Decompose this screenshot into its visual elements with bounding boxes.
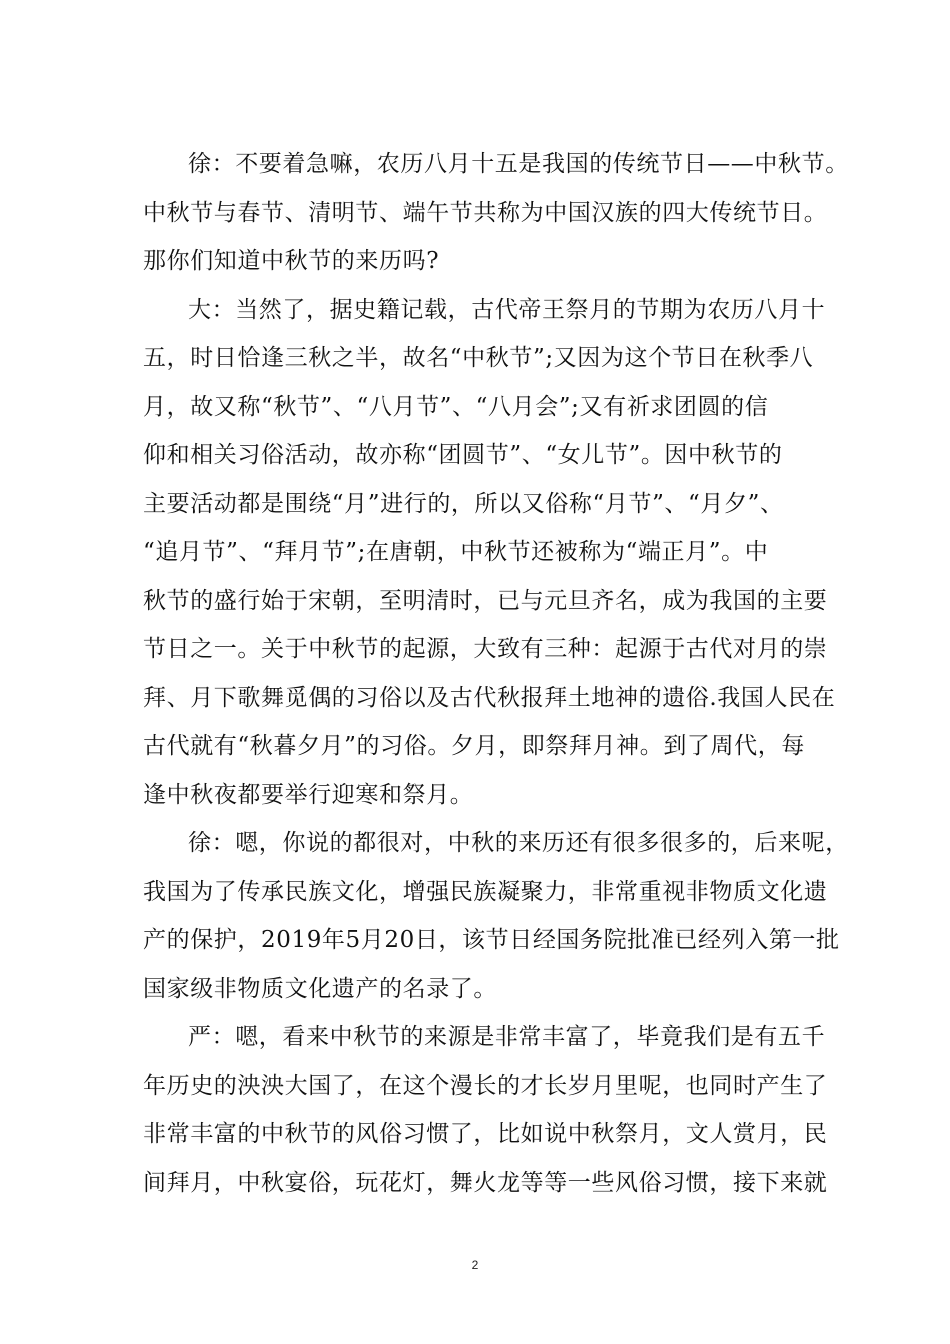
paragraph-line: 非常丰富的中秋节的风俗习惯了，比如说中秋祭月，文人赏月，民 xyxy=(143,1121,828,1147)
paragraph-line: 间拜月，中秋宴俗，玩花灯，舞火龙等等一些风俗习惯，接下来就 xyxy=(143,1169,828,1196)
paragraph-line: 主要活动都是围绕“月”进行的，所以又俗称“月节”、“月夕”、 xyxy=(143,490,784,517)
paragraph-line: 仰和相关习俗活动，故亦称“团圆节”、“女儿节”。因中秋节的 xyxy=(143,442,783,468)
paragraph-line: “追月节”、“拜月节”;在唐朝，中秋节还被称为“端正月”。中 xyxy=(143,539,769,565)
paragraph-line: 月，故又称“秋节”、“八月节”、“八月会”;又有祈求团圆的信 xyxy=(143,393,769,420)
paragraph-line: 国家级非物质文化遗产的名录了。 xyxy=(143,975,497,1002)
paragraph-line: 产的保护，2019年5月20日，该节日经国务院批准已经列入第一批 xyxy=(143,927,840,953)
paragraph-line: 中秋节与春节、清明节、端午节共称为中国汉族的四大传统节日。 xyxy=(143,199,828,226)
paragraph-line: 五，时日恰逢三秋之半，故名“中秋节”;又因为这个节日在秋季八 xyxy=(143,345,814,371)
paragraph-line: 我国为了传承民族文化，增强民族凝聚力，非常重视非物质文化遗 xyxy=(143,878,828,905)
paragraph-first-line: 大：当然了，据史籍记载，古代帝王祭月的节期为农历八月十 xyxy=(188,296,826,323)
paragraph-line: 秋节的盛行始于宋朝，至明清时，已与元旦齐名，成为我国的主要 xyxy=(143,587,828,614)
paragraph-first-line: 徐：不要着急嘛，农历八月十五是我国的传统节日——中秋节。 xyxy=(188,151,849,177)
paragraph-line: 年历史的泱泱大国了，在这个漫长的才长岁月里呢，也同时产生了 xyxy=(143,1072,828,1099)
paragraph-line: 节日之一。关于中秋节的起源，大致有三种：起源于古代对月的崇 xyxy=(143,636,828,662)
paragraph-first-line: 徐：嗯，你说的都很对，中秋的来历还有很多很多的，后来呢， xyxy=(188,830,849,856)
paragraph-line: 拜、月下歌舞觅偶的习俗以及古代秋报拜土地神的遗俗.我国人民在 xyxy=(143,684,836,711)
paragraph-first-line: 严：嗯，看来中秋节的来源是非常丰富了，毕竟我们是有五千 xyxy=(188,1024,826,1050)
document-body xyxy=(143,140,848,1207)
paragraph-line: 逢中秋夜都要举行迎寒和祭月。 xyxy=(143,781,474,808)
page-number: 2 xyxy=(471,1258,479,1272)
paragraph-line: 古代就有“秋暮夕月”的习俗。夕月，即祭拜月神。到了周代，每 xyxy=(143,733,805,759)
paragraph-line: 那你们知道中秋节的来历吗? xyxy=(143,248,440,274)
